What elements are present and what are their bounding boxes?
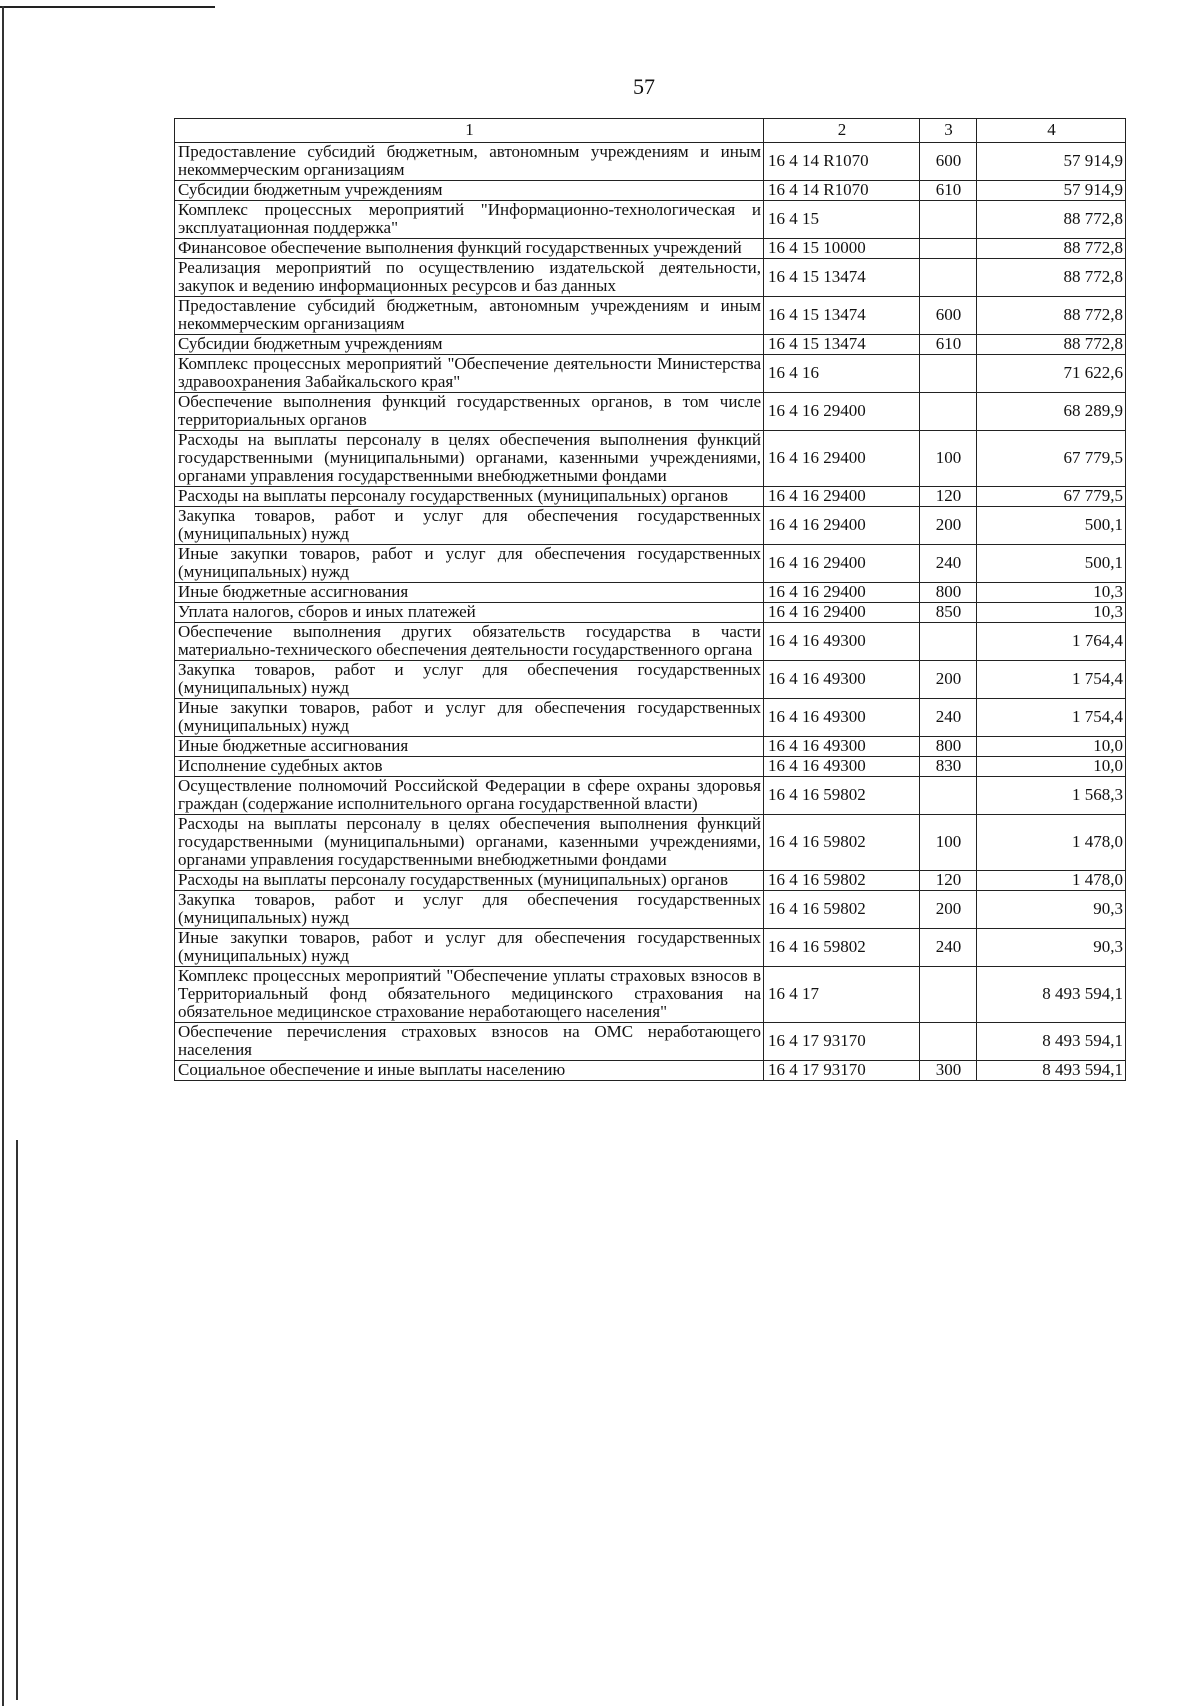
- column-header-1: 1: [175, 119, 764, 143]
- row-expense-type-cell: [920, 777, 977, 815]
- row-expense-type-cell: [920, 239, 977, 259]
- row-code-cell: 16 4 16 29400: [764, 603, 920, 623]
- row-expense-type-cell: 240: [920, 929, 977, 967]
- row-code-cell: 16 4 16 59802: [764, 929, 920, 967]
- row-expense-type-cell: 850: [920, 603, 977, 623]
- row-amount-cell: 10,3: [977, 603, 1126, 623]
- row-amount-cell: 88 772,8: [977, 239, 1126, 259]
- row-code-cell: 16 4 16 29400: [764, 393, 920, 431]
- row-code-cell: 16 4 16 59802: [764, 777, 920, 815]
- row-amount-cell: 67 779,5: [977, 431, 1126, 487]
- table-row: [175, 487, 1126, 507]
- table-row: [175, 239, 1126, 259]
- table-row: [175, 1023, 1126, 1061]
- table-row: [175, 757, 1126, 777]
- column-header-2: 2: [764, 119, 920, 143]
- row-amount-cell: 8 493 594,1: [977, 1023, 1126, 1061]
- table-row: [175, 201, 1126, 239]
- row-amount-cell: 1 568,3: [977, 777, 1126, 815]
- row-amount-cell: 8 493 594,1: [977, 967, 1126, 1023]
- row-amount-cell: 500,1: [977, 507, 1126, 545]
- row-code-cell: 16 4 16 29400: [764, 487, 920, 507]
- row-expense-type-cell: [920, 355, 977, 393]
- row-amount-cell: 10,0: [977, 737, 1126, 757]
- row-name-cell: Предоставление субсидий бюджетным, автономным учреждениям и иным некоммерческим организациям: [175, 143, 764, 181]
- row-expense-type-cell: [920, 201, 977, 239]
- budget-table: [174, 118, 1126, 1081]
- row-amount-cell: 1 754,4: [977, 699, 1126, 737]
- row-code-cell: 16 4 14 R1070: [764, 143, 920, 181]
- row-expense-type-cell: 200: [920, 891, 977, 929]
- row-expense-type-cell: [920, 1023, 977, 1061]
- table-row: [175, 259, 1126, 297]
- row-code-cell: 16 4 16: [764, 355, 920, 393]
- row-expense-type-cell: 120: [920, 487, 977, 507]
- row-name-cell: Уплата налогов, сборов и иных платежей: [175, 603, 764, 623]
- row-code-cell: 16 4 15 10000: [764, 239, 920, 259]
- column-header-3: 3: [920, 119, 977, 143]
- row-name-cell: Иные бюджетные ассигнования: [175, 737, 764, 757]
- scan-edge-top: [0, 6, 215, 8]
- row-name-cell: Иные закупки товаров, работ и услуг для обеспечения государственных (муниципальных) нужд: [175, 545, 764, 583]
- row-amount-cell: 8 493 594,1: [977, 1061, 1126, 1081]
- row-name-cell: Закупка товаров, работ и услуг для обеспечения государственных (муниципальных) нужд: [175, 661, 764, 699]
- row-expense-type-cell: [920, 623, 977, 661]
- row-amount-cell: 88 772,8: [977, 297, 1126, 335]
- row-amount-cell: 10,3: [977, 583, 1126, 603]
- row-expense-type-cell: 120: [920, 871, 977, 891]
- row-amount-cell: 500,1: [977, 545, 1126, 583]
- row-name-cell: Обеспечение перечисления страховых взносов на ОМС неработающего населения: [175, 1023, 764, 1061]
- row-code-cell: 16 4 14 R1070: [764, 181, 920, 201]
- row-name-cell: Предоставление субсидий бюджетным, автономным учреждениям и иным некоммерческим организациям: [175, 297, 764, 335]
- table-row: [175, 1061, 1126, 1081]
- row-amount-cell: 67 779,5: [977, 487, 1126, 507]
- row-code-cell: 16 4 16 49300: [764, 699, 920, 737]
- row-amount-cell: 88 772,8: [977, 259, 1126, 297]
- row-expense-type-cell: 610: [920, 181, 977, 201]
- row-code-cell: 16 4 16 49300: [764, 757, 920, 777]
- row-name-cell: Обеспечение выполнения функций государственных органов, в том числе территориальных органов: [175, 393, 764, 431]
- row-name-cell: Реализация мероприятий по осуществлению издательской деятельности, закупок и ведению информационных ресурсов и баз данных: [175, 259, 764, 297]
- row-expense-type-cell: 240: [920, 545, 977, 583]
- row-name-cell: Субсидии бюджетным учреждениям: [175, 181, 764, 201]
- row-expense-type-cell: 600: [920, 297, 977, 335]
- column-header-4: 4: [977, 119, 1126, 143]
- row-name-cell: Финансовое обеспечение выполнения функций государственных учреждений: [175, 239, 764, 259]
- row-amount-cell: 68 289,9: [977, 393, 1126, 431]
- row-code-cell: 16 4 16 59802: [764, 891, 920, 929]
- row-name-cell: Исполнение судебных актов: [175, 757, 764, 777]
- row-amount-cell: 10,0: [977, 757, 1126, 777]
- table-row: [175, 929, 1126, 967]
- table-row: [175, 699, 1126, 737]
- row-amount-cell: 90,3: [977, 929, 1126, 967]
- row-code-cell: 16 4 16 29400: [764, 583, 920, 603]
- table-row: [175, 583, 1126, 603]
- row-name-cell: Социальное обеспечение и иные выплаты населению: [175, 1061, 764, 1081]
- row-code-cell: 16 4 16 29400: [764, 507, 920, 545]
- row-expense-type-cell: 610: [920, 335, 977, 355]
- table-row: [175, 507, 1126, 545]
- row-name-cell: Субсидии бюджетным учреждениям: [175, 335, 764, 355]
- row-code-cell: 16 4 16 59802: [764, 871, 920, 891]
- scan-edge-left-inner: [16, 1140, 18, 1700]
- row-amount-cell: 1 754,4: [977, 661, 1126, 699]
- row-name-cell: Расходы на выплаты персоналу государственных (муниципальных) органов: [175, 487, 764, 507]
- table-row: [175, 777, 1126, 815]
- row-code-cell: 16 4 16 49300: [764, 661, 920, 699]
- row-expense-type-cell: 200: [920, 661, 977, 699]
- row-amount-cell: 88 772,8: [977, 201, 1126, 239]
- row-amount-cell: 57 914,9: [977, 181, 1126, 201]
- row-name-cell: Расходы на выплаты персоналу государственных (муниципальных) органов: [175, 871, 764, 891]
- row-name-cell: Закупка товаров, работ и услуг для обеспечения государственных (муниципальных) нужд: [175, 891, 764, 929]
- table-row: [175, 737, 1126, 757]
- row-name-cell: Обеспечение выполнения других обязательств государства в части материально-технического обеспечения деятельности государственного органа: [175, 623, 764, 661]
- row-name-cell: Иные закупки товаров, работ и услуг для обеспечения государственных (муниципальных) нужд: [175, 929, 764, 967]
- row-code-cell: 16 4 16 59802: [764, 815, 920, 871]
- scan-edge-left: [2, 6, 4, 1706]
- row-name-cell: Закупка товаров, работ и услуг для обеспечения государственных (муниципальных) нужд: [175, 507, 764, 545]
- row-name-cell: Комплекс процессных мероприятий "Обеспечение уплаты страховых взносов в Территориальный фонд обязательного медицинского страхования на обязательное медицинское страхование неработающего населения": [175, 967, 764, 1023]
- table-row: [175, 431, 1126, 487]
- page-number: 57: [633, 74, 655, 99]
- table-row: [175, 661, 1126, 699]
- row-expense-type-cell: [920, 393, 977, 431]
- table-row: [175, 335, 1126, 355]
- row-amount-cell: 1 478,0: [977, 871, 1126, 891]
- budget-table-body: [175, 119, 1126, 1081]
- table-row: [175, 871, 1126, 891]
- row-expense-type-cell: 800: [920, 737, 977, 757]
- row-code-cell: 16 4 15 13474: [764, 297, 920, 335]
- row-name-cell: Иные бюджетные ассигнования: [175, 583, 764, 603]
- row-code-cell: 16 4 16 29400: [764, 545, 920, 583]
- table-row: [175, 297, 1126, 335]
- row-code-cell: 16 4 15: [764, 201, 920, 239]
- row-amount-cell: 57 914,9: [977, 143, 1126, 181]
- row-expense-type-cell: 800: [920, 583, 977, 603]
- row-code-cell: 16 4 16 29400: [764, 431, 920, 487]
- row-name-cell: Комплекс процессных мероприятий "Обеспечение деятельности Министерства здравоохранения Забайкальского края": [175, 355, 764, 393]
- row-amount-cell: 1 764,4: [977, 623, 1126, 661]
- table-row: [175, 967, 1126, 1023]
- row-name-cell: Расходы на выплаты персоналу в целях обеспечения выполнения функций государственными (муниципальными) органами, казенными учреждениями, органами управления государственными внебюджетными фондами: [175, 815, 764, 871]
- table-row: [175, 393, 1126, 431]
- table-row: [175, 815, 1126, 871]
- table-row: [175, 623, 1126, 661]
- row-code-cell: 16 4 17 93170: [764, 1061, 920, 1081]
- row-code-cell: 16 4 17 93170: [764, 1023, 920, 1061]
- row-amount-cell: 71 622,6: [977, 355, 1126, 393]
- row-expense-type-cell: 100: [920, 431, 977, 487]
- row-name-cell: Иные закупки товаров, работ и услуг для обеспечения государственных (муниципальных) нужд: [175, 699, 764, 737]
- row-code-cell: 16 4 17: [764, 967, 920, 1023]
- table-row: [175, 181, 1126, 201]
- table-row: [175, 143, 1126, 181]
- row-expense-type-cell: 100: [920, 815, 977, 871]
- row-expense-type-cell: 600: [920, 143, 977, 181]
- table-row: [175, 545, 1126, 583]
- row-code-cell: 16 4 15 13474: [764, 259, 920, 297]
- row-expense-type-cell: 200: [920, 507, 977, 545]
- row-expense-type-cell: 300: [920, 1061, 977, 1081]
- row-expense-type-cell: [920, 259, 977, 297]
- row-amount-cell: 1 478,0: [977, 815, 1126, 871]
- row-expense-type-cell: [920, 967, 977, 1023]
- row-expense-type-cell: 830: [920, 757, 977, 777]
- row-name-cell: Осуществление полномочий Российской Федерации в сфере охраны здоровья граждан (содержание исполнительного органа государственной власти): [175, 777, 764, 815]
- table-row: [175, 891, 1126, 929]
- table-header-row: [175, 119, 1126, 143]
- row-name-cell: Комплекс процессных мероприятий "Информационно-технологическая и эксплуатационная поддержка": [175, 201, 764, 239]
- row-code-cell: 16 4 15 13474: [764, 335, 920, 355]
- row-name-cell: Расходы на выплаты персоналу в целях обеспечения выполнения функций государственными (муниципальными) органами, казенными учреждениями, органами управления государственными внебюджетными фондами: [175, 431, 764, 487]
- row-expense-type-cell: 240: [920, 699, 977, 737]
- row-amount-cell: 88 772,8: [977, 335, 1126, 355]
- row-code-cell: 16 4 16 49300: [764, 737, 920, 757]
- table-row: [175, 355, 1126, 393]
- row-amount-cell: 90,3: [977, 891, 1126, 929]
- row-code-cell: 16 4 16 49300: [764, 623, 920, 661]
- table-row: [175, 603, 1126, 623]
